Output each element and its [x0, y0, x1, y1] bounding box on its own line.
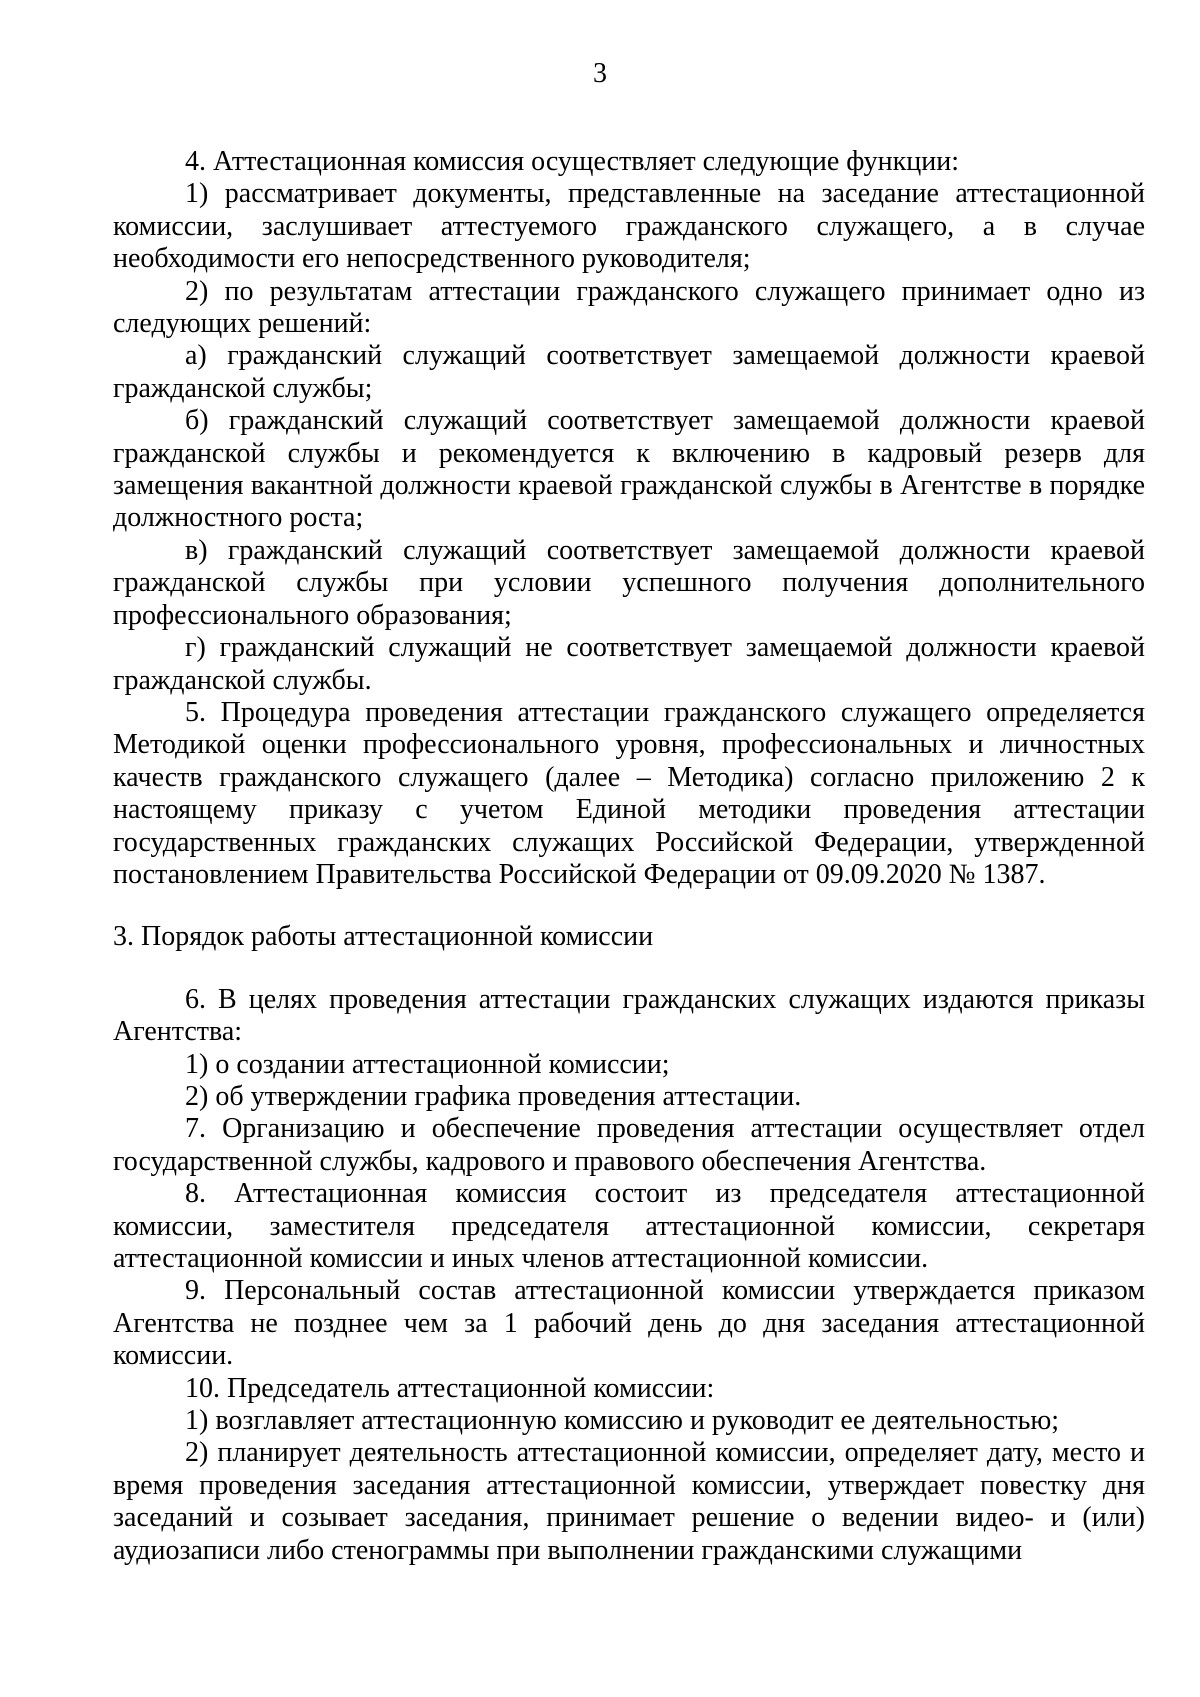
paragraph-decision-g: г) гражданский служащий не соответствует замещаемой должности краевой гражданской службы. [113, 632, 1145, 696]
section-heading: 3. Порядок работы аттестационной комиссии [113, 921, 654, 953]
paragraph-item-5: 5. Процедура проведения аттестации гражданского служащего определяется Методикой оценки профессионального уровня, профессиональных и личностных качеств гражданского служащего (далее – Методика) согласно приложению 2 к настоящему приказу с учетом Единой методики проведения аттестации государственных гражданских служащих Российской Федерации, утвержденной постановлением Правительства Российской Федерации от 09.09.2020 № 1387. [113, 696, 1145, 890]
paragraph-subitem-4-2: 2) по результатам аттестации гражданского служащего принимает одно из следующих решений: [113, 275, 1145, 340]
paragraph-subitem-6-1: 1) о создании аттестационной комиссии; [185, 1048, 670, 1080]
paragraph-decision-v: в) гражданский служащий соответствует замещаемой должности краевой гражданской службы при условии успешного получения дополнительного профессионального образования; [113, 534, 1145, 631]
paragraph-decision-b: б) гражданский служащий соответствует замещаемой должности краевой гражданской службы и рекомендуется к включению в кадровый резерв для замещения вакантной должности краевой гражданской службы в Агентстве в порядке должностного роста; [113, 405, 1145, 534]
paragraph-item-7: 7. Организацию и обеспечение проведения аттестации осуществляет отдел государственной службы, кадрового и правового обеспечения Агентства. [113, 1113, 1145, 1177]
page-number: 3 [593, 58, 607, 89]
paragraph-item-4: 4. Аттестационная комиссия осуществляет следующие функции: [185, 146, 960, 177]
paragraph-item-9: 9. Персональный состав аттестационной комиссии утверждается приказом Агентства не позднее чем за 1 рабочий день до дня заседания аттестационной комиссии. [113, 1275, 1145, 1372]
paragraph-subitem-10-2: 2) планирует деятельность аттестационной комиссии, определяет дату, место и время проведения заседания аттестационной комиссии, утверждает повестку дня заседаний и созывает заседания, принимает решение о ведении видео- и (или) аудиозаписи либо стенограммы при выполнении гражданскими служащими [113, 1437, 1145, 1566]
paragraph-decision-a: а) гражданский служащий соответствует замещаемой должности краевой гражданской службы; [113, 340, 1145, 404]
paragraph-subitem-10-1: 1) возглавляет аттестационную комиссию и руководит ее деятельностью; [185, 1405, 1060, 1437]
document-body [113, 146, 1145, 1567]
paragraph-item-6: 6. В целях проведения аттестации гражданских служащих издаются приказы Агентства: [113, 983, 1145, 1048]
paragraph-item-10: 10. Председатель аттестационной комиссии: [185, 1372, 715, 1404]
paragraph-subitem-4-1: 1) рассматривает документы, представленные на заседание аттестационной комиссии, заслушивает аттестуемого гражданского служащего, а в случае необходимости его непосредственного руководителя; [113, 178, 1145, 275]
paragraph-subitem-6-2: 2) об утверждении графика проведения аттестации. [185, 1080, 802, 1112]
paragraph-item-8: 8. Аттестационная комиссия состоит из председателя аттестационной комиссии, заместителя председателя аттестационной комиссии, секретаря аттестационной комиссии и иных членов аттестационной комиссии. [113, 1178, 1145, 1274]
